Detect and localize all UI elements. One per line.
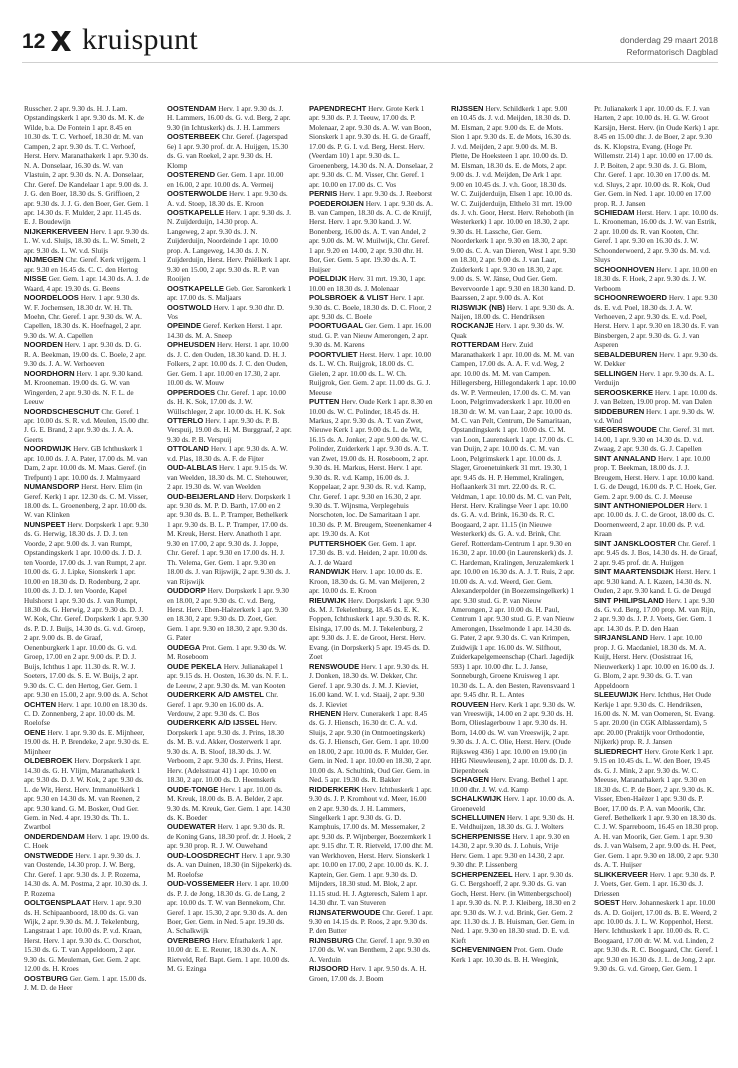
service-details: Herv. 1 apr. 10.00 en 18.30 ds. C. D. Zonnenberg, 2 apr. 10.00 ds. M. Roelofse — [24, 699, 148, 728]
service-details: Herv. 1 apr. 9.30 ds. H. E. Veldhuijzen, 18.30 ds. G. J. Wolters — [451, 812, 575, 832]
service-details: Herv. Dorpskerk 1 apr. 9.30 en 18.00, 2 apr. 9.30 ds. C. v.d. Berg, Herst. Herv. Eben-Haëzerkerk 1 apr. 9.30 en 18.30, 2 apr. 9.30 ds. D. Zoet, Ger. Gem. 1 apr. 9.30 en 18.30, 2 apr. 9.30 ds. G. Pater — [167, 586, 289, 643]
listing-entry — [594, 208, 719, 265]
service-details: Herv. Zuid Maranathakerk 1 apr. 10.00 ds. M. M. van Campen, 17.00 ds. A. A. F. v.d. Weg, 2 apr. 10.00 ds. M. M. van Campen. Hillegersberg, Hillegondakerk 1 apr. 10.00 ds. W. P. Vermeulen, 17.00 ds. C. M. van Loon, Pelgrimvaderskerk 1 apr. 10.00 en 18.30 dr. W. M. van Laar, 2 apr. 10.00 ds. M. C. van Pelt, Centrum, De Samaritaan, Opstandingskerk 1 apr. 10.00 ds. C. M. van Loon, Laurenskerk 1 apr. 17.00 ds. C. van Duijn, 2 apr. 10.00 ds. C. M. van Loon, Pelgrimskerk 1 apr. 10.00 ds. J. Slager, Groenetuinkerk 31 mrt. 19.30, 1 apr. 9.45 ds. H. P. Hemmel, Kralingen, Hoflaankerk 31 mrt. 22.00 ds. R. C. Veldman, 1 apr. 10.00 ds. M. C. van Pelt, Herst. Herv. Kralingse Veer 1 apr. 10.00 ds. G. A. v.d. Brink, 16.30 ds. R. C. Boogaard, 2 apr. 11.15 (in Nieuwe Westerkerk) ds. G. A. v.d. Brink, Chr. Geref. Rotterdam-Centrum 1 apr. 9.30 en 16.30, 2 apr. 10.00 (in Laurenskerk) ds. J. C. Hardeman, Kralingen, Jeruzalemkerk 1 apr. 10.00 en 16.30 ds. A. J. T. Ruis, 2 apr. 10.00 ds. A. v.d. Weerd, Ger. Gem. Alexanderpolder (in Boezemsingelkerk) 1 apr. 9.30 stud. G. P. van Nieuw Amerongen, 2 apr. 10.00 ds. H. Paul, Centrum 1 apr. 9.30 stud. G. P. van Nieuw Amerongen, IJsselmonde 1 apr. 14.30 ds. G. Pater, 2 apr. 9.30 ds. C. van Krimpen, Zuidwijk 1 apr. 16.00 ds. W. Silfhout, Zuiderkapelgemeenschap (Charl. Jagedijk 593) 1 apr. 10.00 dhr. L. J. Janse, Sonneburgh, Groene Kruisweg 1 apr. 10.30 ds. L. A. den Besten, Ravensvaard 1 apr. 9.45 dhr. R. L. Antes — [451, 340, 576, 700]
listing-entry — [594, 454, 719, 501]
service-details: Herv. 1 apr. 9.30 ds. J. H. Lammers, 16.00 ds. G. v.d. Berg, 2 apr. 9.30 (in Ichtuskerk) ds. J. H. Lammers — [167, 104, 291, 132]
service-details: Herst. Herv. 1 apr. 10.00 ds. L. W. Ch. Ruijgrok, 18.00 ds. C. Gielen, 2 apr. 10.00 ds. L. W. Ch. Ruijgrok, Ger. Gem. 2 apr. 11.00 ds. G. J. Meeuse — [309, 349, 432, 397]
place-name: ROUVEEN — [451, 699, 489, 709]
service-details: Herv. Kerk 1 apr. 9.30 ds. W. van Vreeswijk, 14.00 en 2 apr. 9.30 ds. H. Born, Olieslagerbouw 1 apr. 9.30 ds. H. Born, 14.00 ds. W. van Vreeswijk, 2 apr. 9.30 ds. J. A. C. Olie, Herst. Herv. (Oude Rijksweg 436) 1 apr. 10.00 en 19.00 (in HHG Nieuwleusen), 2 apr. 10.00 ds. D. J. Diepenbroek — [451, 699, 576, 775]
listing-entry — [309, 709, 434, 785]
place-name: SIEGERSWOUDE — [594, 425, 657, 435]
service-details: Herv. 1 apr. 9.30 ds. J. N. Zuijderduijn, 14.30 prop. A. Langeweg, 2 apr. 9.30 ds. J. N. Zuijderduijn, Noordeinde 1 apr. 10.00 prop. A. Langeweg, 14.30 ds. J. N. Zuijderduijn, Herst. Herv. Pniëlkerk 1 apr. 9.30 en 15.00, 2 apr. 9.30 ds. R. P. van Rooijen — [167, 207, 291, 284]
place-name: SIRJANSLAND — [594, 633, 649, 643]
place-name: SCHELLUINEN — [451, 812, 506, 822]
listing-entry — [309, 567, 434, 595]
service-details: Herv. Oude Kerk 1 apr. 8.30 en 10.00 ds. W. C. Polinder, 18.45 ds. H. Markus, 2 apr. 9.30 ds. A. T. van Zwet, Nieuwe Kerk 1 apr. 9.00 ds. L. de Wit, 16.15 ds. A. Jonker, 2 apr. 9.00 ds. W. C. Polinder, Zuiderkerk 1 apr. 9.30 ds. A. T. van Zwet, 19.00 ds. H. Roseboom, 2 apr. 9.30 ds. H. Markus, Herst. Herv. 1 apr. 9.30 ds. R. v.d. Kamp, 16.00 ds. J. Koppelaar, 2 apr. 9.30 ds. R. v.d. Kamp, Chr. Geref. 1 apr. 9.30 en 16.30, 2 apr. 9.30 ds. T. Wijnsma, Verplegehuis Norschoten, loc. De Samaritaan 1 apr. 10.30 ds. P. M. Breugem, Steenenkamer 4 apr. 19.30 ds. A. Kot — [309, 397, 433, 539]
service-details: Herv. Schildkerk 1 apr. 9.00 en 10.45 ds. J. v.d. Meijden, 18.30 ds. D. M. Elsman, 2 apr. 9.00 ds. E. de Mots. Sion 1 apr. 9.30 ds. E. de Mots, 16.30 ds. J. v.d. Meijden, 2 apr. 9.00 ds. M. B. Plette, De Hoeksteen 1 apr. 10.00 ds. D. M. Elsman, 18.30 ds. E. de Mots, 2 apr. 9.00 ds. J. v.d. Meijden, De Ark 1 apr. 9.00 en 10.45 ds. J. v.h. Goor, 18.30 ds. W. C. Zuijderduijn, Elsen 1 apr. 10.00 ds. W. C. Zuijderduijn, Elthelo 31 mrt. 19.00 ds. J. v.h. Goor, Herst. Herv. Rehoboth (in Westerkerk) 1 apr. 10.00 en 18.30, 2 apr. 9.30 ds. H. Lassche, Ger. Gem. Noorderkerk 1 apr. 9.30 en 18.30, 2 apr. 9.00 ds. C. A. van Dieren, West 1 apr. 9.30 en 18.30, 2 apr. 9.00 ds. J. van Laar, Zuiderkerk 1 apr. 9.30 en 18.30, 2 apr. 9.00 ds. S. W. Jänse, Oud Ger. Gem. Bevervoorde 1 apr. 9.30 en 18.30 kand. D. Baarssen, 2 apr. 9.00 ds. A. Kot — [451, 104, 576, 303]
place-name: NOORDELOOS — [24, 293, 79, 303]
place-name: OOSTKAPELLE — [167, 283, 224, 293]
service-details: Herv. 1 apr. 9.30 ds. H. J. Donken, 18.30 ds. W. Dekker, Chr. Geref. 1 apr. 9.30 ds. J. M. J. Kieviet, 16.00 kand. W. I. v.d. Staaij, 2 apr. 9.30 ds. J. Kieviet — [309, 661, 429, 709]
service-details: Herv. Grote Kerk 1 apr. 9.15 en 10.45 ds. L. W. den Boer, 19.45 ds. G. J. Mink, 2 apr. 9.30 ds. W. C. Meeuse, Maranathakerk 1 apr. 9.30 en 18.30 ds. C. P. de Boer, 2 apr. 9.30 ds. K. Visser, Eben-Haëzer 1 apr. 9.30 ds. P. Boer, 17.00 ds. P. A. van Moorik, Chr. Geref. Bethelkerk 1 apr. 9.30 en 18.30 ds. C. J. W. Sparreboom, 16.45 en 18.30 prop. A. H. van Moorik, Ger. Gem. 1 apr. 9.30 ds. J. van Walsem, 2 apr. 9.00 ds. H. Peet, Ger. Gem. 1 apr. 9.30 en 18.00, 2 apr. 9.30 ds. A. T. Huijser — [594, 746, 719, 870]
place-name: OOLTGENSPLAAT — [24, 898, 91, 908]
service-details: Herv. 1 apr. 10.00 ds. E. Kroon, 18.30 ds. G. M. van Meijeren, 2 apr. 10.00 ds. E. Kroon — [309, 567, 425, 596]
place-name: SOEST — [594, 898, 620, 908]
service-details: Prot. Gem. 1 apr. 9.30 ds. W. M. Roseboom — [167, 642, 287, 662]
listing-entry — [24, 832, 149, 851]
listing-entry — [451, 775, 576, 794]
service-details: Ger. Gem. 1 apr. 15.00 ds. J. M. D. de Heer — [24, 973, 147, 993]
listing-entry — [451, 870, 576, 946]
listing-entry — [167, 170, 292, 189]
service-details: Herv. 1 apr. 9.30 ds. P. J. Voets, Ger. Gem. 1 apr. 16.30 ds. J. Driessen — [594, 869, 716, 898]
service-details: Herv. Ichthuskerk 1 apr. 9.30 ds. J. P. Kromhout v.d. Meer, 16.00 en 2 apr. 9.30 ds. J. H. Lammers, Singelkerk 1 apr. 9.30 ds. G. D. Kamphuis, 17.00 ds. M. Messemaker, 2 apr. 9.30 ds. P. Wijnberger, Boezemkerk 1 apr. 9.15 dhr. T. R. Rietveld, 17.00 dhr. M. van Werkhoven, Herst. Herv. Sionskerk 1 apr. 10.00 en 17.00, 2 apr. 10.00 ds. K. J. Kaptein, Ger. Gem. 1 apr. 9.30 ds. D. Mijnders, 18.30 stud. M. Blok, 2 apr. 11.15 stud. H. J. Agteresch, Salem 1 apr. 14.30 dhr. T. van Stuveren — [309, 784, 433, 908]
service-details: Herv. Dorpskerk 1 apr. 9.30 ds. M. P. D. Barth, 17.00 en 2 apr. 9.30 ds. B. L. P. Tramper, Bethelkerk 1 apr. 9.30 ds. B. L. P. Tramper, 17.00 ds. M. Kreuk, Herst. Herv. Anathoth 1 apr. 9.30 en 17.00, 2 apr. 9.30 ds. J. Joppe, Chr. Geref. 1 apr. 9.30 en 17.00 ds. H. J. Th. Velema, Ger. Gem. 1 apr. 9.30 en 18.00 ds. J. van Rijswijk, 2 apr. 9.30 ds. J. van Rijswijk — [167, 491, 291, 586]
service-details: Herv. Ichthus, Het Oude Kerkje 1 apr. 9.30 ds. C. Hendriksen, 16.00 ds. N. M. van Oomeren, St. Evang. 5 apr. 20.00 (in CGK Alblasserdam), 5 apr. 20.00 (Praktijk voor Orthodontie, Nijkerk) prop. R. J. Jansen — [594, 690, 715, 747]
service-details: Herv. Johanneskerk 1 apr. 10.00 ds. A. D. Goijert, 17.00 ds. B. E. Weerd, 2 apr. 10.00 ds. J. L. W. Koppenhol, Herst. Herv. Ichthuskerk 1 apr. 10.00 ds. R. C. Boogaard, 17.00 dr. W. M. v.d. Linden, 2 apr. 9.30 ds. R. C. Boogaard, Chr. Geref. 1 apr. 9.30 en 16.30 ds. J. L. de Jong, 2 apr. 9.30 ds. G. v.d. Groep, Ger. Gem. 1 — [594, 898, 719, 974]
place-name: SCHOONREWOERD — [594, 293, 667, 303]
place-name: ROTTERDAM — [451, 340, 500, 350]
service-details: Ger. Gem. 1 apr. 14.30 ds. A. J. de Waard, 4 apr. 19.30 ds. G. Beens — [24, 274, 149, 293]
listing-entry — [451, 104, 576, 303]
service-details: Herv. 1 apr. 9.30 ds. A. L. Verduijn — [594, 368, 715, 388]
service-details: Herv. 1 apr. 9.30 en 14.30, 2 apr. 9.30 ds. J. Lohuis, Vrije Herv. Gem. 1 apr. 9.30 en 14.30, 2 apr. 9.30 dhr. P. Lissenberg — [451, 831, 570, 870]
place-name: RHENEN — [309, 709, 342, 718]
service-details: Herv. 1 apr. 9.30 dhr. D. Vos — [167, 302, 285, 321]
place-name: ROCKANJE — [451, 321, 494, 331]
listing-entry — [167, 822, 292, 850]
service-details: Chr. Geref. 1 apr. 9.30 en 16.00 ds. A. Verdouw, 2 apr. 9.30 ds. C. Bos — [167, 690, 279, 718]
header-divider — [22, 62, 718, 63]
service-details: Chr. Geref. Kerk vrijgem. 1 apr. 9.30 en 16.45 ds. C. C. den Hertog — [24, 255, 147, 274]
listing-entry — [451, 813, 576, 832]
listing-entry — [167, 132, 292, 170]
listing-entry — [24, 898, 149, 974]
place-name: OUDE-TONGE — [167, 784, 219, 794]
place-name: ONDERDENDAM — [24, 831, 85, 841]
service-details: Pr. Julianakerk 1 apr. 10.00 ds. F. J. van Harten, 2 apr. 10.00 ds. H. G. W. Groot Karsijn, Herst. Herv. (in Oude Kerk) 1 apr. 8.45 en 15.00 dhr. J. de Boer, 2 apr. 9.30 ds. K. Klopstra, Evang. (Hoge Pr. Willemstr. 214) 1 apr. 10.00 en 17.00 ds. J. P. Boiten, 2 apr. 9.30 ds. J. G. Blom, Chr. Geref. 1 apr. 10.30 en 17.00 ds. M. v.d. Sluys, 2 apr. 10.00 ds. R. Kok, Oud Ger. Gem. in Ned. 1 apr. 10.00 en 17.00 prop. R. J. Jansen — [594, 104, 719, 208]
listing-entry — [451, 321, 576, 340]
place-name: SINT PHILIPSLAND — [594, 595, 665, 605]
listing-entry — [24, 104, 149, 227]
place-name: SLIKKERVEER — [594, 869, 648, 879]
service-details: Herv. Efrathakerk 1 apr. 10.00 dr. E. E. Reuter, 18.30 ds. A. N. Rietveld, Ref. Bapt. Gem. 1 apr. 10.00 ds. M. G. Ezinga — [167, 935, 290, 974]
service-details: Herv. Julianakapel 1 apr. 9.15 ds. H. Oosten, 16.30 ds. N. F. L. de Leeuw, 2 apr. 9.30 ds. M. van Kooten — [167, 661, 289, 690]
listing-entry — [24, 851, 149, 898]
listing-column — [451, 104, 576, 1060]
place-name: OUDEWATER — [167, 822, 216, 832]
listing-entry — [309, 662, 434, 709]
service-details: Herv. 1 apr. 9.15 ds. W. van Weelden, 18.30 ds. M. C. Stehouwer, 2 apr. 19.30 ds. W. van Weelden — [167, 463, 288, 492]
listing-entry — [309, 397, 434, 539]
listing-entry — [594, 747, 719, 870]
listing-column — [309, 104, 434, 1060]
listing-entry — [594, 265, 719, 293]
service-details: Chr. Geref. 1 apr. 9.30 en 17.00 ds. W. van Benthem, 2 apr. 9.30 ds. A. Verduin — [309, 935, 431, 964]
listing-entry — [309, 104, 434, 189]
listing-entry — [24, 444, 149, 482]
service-details: Herv. 1 apr. 9.30 ds. E. v.d. Poel, 18.30 ds. J. A. W. Verhoeven, 2 apr. 9.30 ds. E. v.d. Poel, Herst. Herv. 1 apr. 9.30 en 18.30 ds. F. van Binsbergen, 2 apr. 9.30 ds. G. J. van Asperen — [594, 293, 719, 350]
service-details: Herv. 1 apr. 9.30 ds. G. C. Bergshoeff, 2 apr. 9.30 ds. G. van Goch, Herst. Herv. (in Wittenbergschool) 1 apr. 9.30 ds. N. P. J. Kleiberg, 18.30 en 2 apr. 9.30 ds. W. J. v.d. Brink, Ger. Gem. 2 apr. 11.30 ds. J. B. Huisman, Ger. Gem. in Ned. 1 apr. 9.30 en 18.30 stud. D. E. v.d. Kieft — [451, 869, 576, 945]
service-details: Herv. 1 apr. 9.30 ds. R. de Koning Gans, 18.30 prof. dr. J. Hoek, 2 apr. 9.30 prop. R. J. W. Ouwehand — [167, 822, 292, 851]
place-name: NUMANSDORP — [24, 482, 80, 492]
service-details: Herv. 1 apr. 9.30 ds. L. W. v.d. Sluijs, 18.30 ds. L. W. Smelt, 2 apr. 9.30 ds. L. W. v.d. Sluijs — [24, 226, 149, 255]
listing-entry — [167, 104, 292, 132]
service-details: Herv. 31 mrt. 19.30, 1 apr. 10.00 en 18.30 ds. J. Molenaar — [309, 274, 426, 293]
place-name: OTTOLAND — [167, 444, 210, 454]
listing-entry — [451, 340, 576, 699]
service-details: Herv. Dorpskerk 1 apr. 9.30 ds. G. Herwig, 18.30 ds. J. D. J. ten Voorde, 2 apr. 9.00 ds. J. van Rumpt, Opstandingskerk 1 apr. 10.00 ds. J. D. J. ten Voorde, 17.00 ds. J. van Rumpt, 2 apr. 10.00 ds. G. J. Lipke, Sionskerk 1 apr. 10.00 en 18.30 ds. D. Rodenburg, 2 apr. 10.00 ds. J. D. J. ten Voorde, Kapel Hulshorst 1 apr. 9.30 ds. J. van Rumpt, 18.30 ds. G. Herwig, 2 apr. 9.30 ds. D. J. W. Kok, Chr. Geref. Dorpskerk 1 apr. 9.30 ds. P. D. J. Buijs, 14.30 ds. G. v.d. Groep, 2 apr. 9.00 ds. B. de Graaf, Oenenburgkerk 1 apr. 10.00 ds. G. v.d. Groep, 17.00 en 2 apr. 9.00 ds. P. D. J. Buijs, Ichthus 1 apr. 11.30 ds. R. W. J. Soeters, 17.00 ds. S. E. W. Buijs, 2 apr. 9.30 ds. C. C. den Hertog, Ger. Gem. 1 apr. 9.30 en 15.00, 2 apr. 9.00 ds. A. Schot — [24, 519, 149, 700]
place-name: RIJNSATERWOUDE — [309, 907, 381, 917]
listing-entry — [167, 785, 292, 823]
listing-entry — [24, 974, 149, 993]
place-name: OLDEBROEK — [24, 756, 73, 766]
place-name: PERNIS — [309, 189, 338, 199]
listing-column — [594, 104, 719, 1060]
service-details: Chr. Geref. (Jagerspad 6e) 1 apr. 9.30 prof. dr. A. Huijgen, 15.30 ds. G. van Roekel, 2 apr. 9.30 ds. H. Klomp — [167, 132, 288, 170]
place-name: SINT MAARTENSDIJK — [594, 567, 674, 577]
listing-entry — [594, 596, 719, 634]
listing-entry — [309, 189, 434, 198]
service-details: Prot. Gem. Oude Kerk 1 apr. 10.30 ds. B. H. Weegink, — [451, 945, 564, 964]
place-name: OOSTBURG — [24, 973, 68, 983]
listing-entry — [594, 501, 719, 539]
place-name: OUDDORP — [167, 586, 206, 596]
issue-date: donderdag 29 maart 2018 — [620, 35, 718, 45]
service-details: Herv. 1 apr. 9.30 ds. D. G. R. A. Beekman, 19.00 ds. C. Boele, 2 apr. 9.30 ds. J. A. W. Verhoeven — [24, 340, 147, 369]
listing-entry — [24, 293, 149, 340]
listing-entry — [309, 199, 434, 275]
listing-entry — [594, 104, 719, 208]
service-details: Herv. 1 apr. 9.30 ds. J. Reeborst — [339, 189, 433, 199]
listing-entry — [594, 293, 719, 350]
place-name: POLSBROEK & VLIST — [309, 293, 389, 303]
listing-entry — [309, 785, 434, 908]
service-details: Herv. 1 apr. 10.00 ds. P. J. de Jong, 18.30 ds. G. de Lang, 2 apr. 10.00 ds. T. W. van Bennekom, Chr. Geref. 1 apr. 15.30, 2 apr. 9.30 ds. A. den Boer, Ger. Gem. in Ned. 5 apr. 19.30 ds. A. Schalkwijk — [167, 879, 289, 936]
listing-entry — [594, 369, 719, 388]
service-details: Chr. Geref. 1 apr. 10.00 ds. S. R. v.d. Meulen, 15.00 dhr. J. G. E. Brand, 2 apr. 9.30 ds. J. A. A. Geerts — [24, 406, 149, 444]
listing-entry — [24, 700, 149, 728]
service-details: Ger. Gem. 1 apr. 10.00 en 16.00, 2 apr. 10.00 ds. A. Vermeij — [167, 170, 284, 189]
place-name: OUDERKERK A/D AMSTEL — [167, 690, 264, 700]
place-name: RANDWIJK — [309, 567, 350, 577]
place-name: RIEUWIJK — [309, 595, 347, 605]
place-name: RIDDERKERK — [309, 784, 360, 794]
place-name: PUTTERSHOEK — [309, 538, 367, 548]
place-name: SLEEUWIJK — [594, 690, 639, 700]
listing-entry — [167, 643, 292, 662]
place-name: SINT ANTHONIEPOLDER — [594, 501, 685, 511]
listing-entry — [167, 208, 292, 284]
service-details: Herv. 1 apr. 9.30 ds. G. v.d. Berg, 17.00 prop. M. van Rijn, 2 apr. 9.30 ds. J. P. J. Voets, Ger. Gem. 1 apr. 14.30 ds. P. D. den Haan — [594, 595, 716, 633]
listing-entry — [309, 350, 434, 397]
service-details: Geref. Kerken Herst. 1 apr. 14.30 ds. M. A. Sneep — [167, 321, 283, 340]
listing-entry — [594, 350, 719, 369]
listing-entry — [594, 898, 719, 974]
place-name: OOSTENDAM — [167, 104, 217, 113]
service-details: Herv. 1 apr. 9.30 ds. E. Mijnheer, 19.00 ds. H. P. Brendeke, 2 apr. 9.30 ds. E. Mijnheer — [24, 727, 149, 756]
place-name: OOSTEREND — [167, 170, 216, 180]
service-details: Russcher. 2 apr. 9.30 ds. H. J. Lam. Opstandingskerk 1 apr. 9.30 ds. M. K. de Wilde, b.a. De Fontein 1 apr. 8.45 en 10.30 ds. T. C. Verhoef, 18.30 dr. M. van Campen, 2 apr. 9.30 ds. T. C. Verhoef, Herst. Herv. Maranathakerk 1 apr. 9.30 ds. N. A. Donselaar, 16.30 ds. W. van Vlastuin, 2 apr. 9.30 ds. N. A. Donselaar, Chr. Geref. De Kandelaar 1 apr. 9.00 ds. J. J. G. den Boer, 18.30 ds. S. Griffioen, 2 apr. 9.30 ds. J. J. G. den Boer, Ger. Gem. 1 apr. 14.30 ds. F. Mulder, 2 apr. 11.45 ds. E. J. Boudewijn — [24, 104, 149, 227]
service-details: Herv. Herst. 1 apr. 10.00 ds. J. C. den Ouden, 18.30 kand. D. H. J. Folkers, 2 apr. 10.00 ds. J. C. den Ouden, Ger. Gem. 1 apr. 10.00 en 17.30, 2 apr. 10.00 ds. W. Mouw — [167, 340, 289, 388]
listing-entry — [309, 321, 434, 349]
listing-entry — [309, 539, 434, 567]
place-name: POORTUGAAL — [309, 321, 363, 331]
section-title: kruispunt — [82, 23, 199, 56]
place-name: OPEINDE — [167, 321, 202, 331]
listing-entry — [24, 756, 149, 832]
listing-entry — [167, 340, 292, 387]
place-name: ONSTWEDDE — [24, 850, 74, 860]
cross-logo-icon — [48, 28, 74, 54]
listing-entry — [167, 718, 292, 784]
service-details: Herv. Dorpskerk 1 apr. 9.30 ds. M. J. Tekelenburg, 18.45 ds. E. K. Foppen, Ichthuskerk 1 apr. 9.30 ds. R. K. Elsinga, 17.00 ds. M. J. Tekelenburg, 2 apr. 9.30 ds. J. E. de Groot, Herst. Herv. Evang. (in Dorpskerk) 5 apr. 19.45 ds. D. Zoet — [309, 595, 430, 662]
service-details: Herv. 1 apr. 10.00 en 18.30 ds. F. Hoek, 2 apr. 9.30 ds. J. W. Verboom — [594, 264, 718, 293]
service-details: Herv. 1 apr. 9.50 ds. A. H. Groen, 17.00 ds. J. Boom — [309, 964, 427, 983]
service-details: Herv. 1 apr. 9.30 ds. W. Dekker — [594, 349, 718, 369]
listing-entry — [167, 936, 292, 974]
service-details: Herst. Herv. Elim (in Geref. Kerk) 1 apr. 12.30 ds. C. M. Visser, 18.00 ds. L. Groenenberg, 2 apr. 10.00 ds. W. van Klinken — [24, 482, 148, 520]
publication-name: Reformatorisch Dagblad — [626, 47, 718, 57]
service-details: Herv. 1 apr. 10.00 ds. J. van Belzen, 19.00 prop. M. van Dalen — [594, 387, 718, 407]
place-name: NIJMEGEN — [24, 255, 64, 265]
service-details: Ger. Gem. 1 apr. 16.00 stud. G. P. van Nieuw Amerongen, 2 apr. 9.30 ds. M. Karens — [309, 321, 432, 350]
service-details: Herv. 1 apr. 9.30 kand. M. Krooneman. 19.00 ds. G. W. van Wingerden, 2 apr. 9.30 ds. N. F. L. de Leeuw — [24, 368, 143, 407]
listing-entry — [167, 416, 292, 444]
listing-entry — [24, 520, 149, 700]
place-name: NUNSPEET — [24, 519, 66, 529]
service-details: Herv. 1 apr. 9.30 ds. A. v.d. Stoep, 18.30 ds. E. Kroon — [167, 189, 288, 208]
service-details: Geb. Ger. Saronkerk 1 apr. 17.00 ds. S. Maljaars — [167, 283, 292, 303]
listing-entry — [24, 482, 149, 520]
place-name: SELLINGEN — [594, 368, 638, 378]
service-details: Herv. 1 apr. 9.30 ds. A. van Duinen, 18.30 (in Sijpekerk) ds. M. Roelofse — [167, 850, 292, 879]
place-name: OUDEGA — [167, 642, 201, 652]
service-details: Herv. 1 apr. 9.30 ds. A. Naijen, 18.00 ds. C. Hendriksen — [451, 302, 575, 321]
listing-entry — [309, 936, 434, 964]
church-services-listing — [24, 104, 719, 1060]
place-name: NISSE — [24, 274, 47, 284]
listing-entry — [309, 293, 434, 321]
service-details: Herv. 1 apr. 9.30 ds. A. W. v.d. Plas, 18.30 ds. A. F. de Fijter — [167, 444, 288, 463]
place-name: SLIEDRECHT — [594, 746, 643, 756]
listing-entry — [167, 662, 292, 690]
page-number: 12 — [22, 30, 46, 53]
place-name: SINT JANSKLOOSTER — [594, 538, 676, 548]
listing-entry — [167, 879, 292, 936]
listing-entry — [167, 321, 292, 340]
place-name: OUDERKERK A/D IJSSEL — [167, 718, 260, 728]
service-details: Herv. 1 apr. 10.00 ds. J. C. de Groot, 18.00 ds. C. Doornenweerd, 2 apr. 10.00 ds. P. v.d. Kraan — [594, 501, 715, 539]
place-name: OUDE PEKELA — [167, 661, 222, 671]
service-details: Chr. Geref. 1 apr. 9.45 ds. J. Bos, 14.30 ds. H. de Graaf, 2 apr. 9.45 prof. dr. A. Huijgen — [594, 538, 718, 567]
place-name: RIJSSEN — [451, 104, 484, 113]
listing-entry — [24, 728, 149, 756]
place-name: OCHTEN — [24, 699, 57, 709]
place-name: NOORDEN — [24, 340, 63, 350]
listing-entry — [167, 492, 292, 587]
place-name: PUTTEN — [309, 397, 340, 407]
place-name: RENSWOUDE — [309, 661, 360, 671]
listing-entry — [24, 274, 149, 293]
place-name: SEROOSKERKE — [594, 387, 654, 397]
service-details: Herv. 1 apr. 9.30 ds. P. B. Verspuij, 19.00 ds. H. M. Burggraaf, 2 apr. 9.30 ds. P. B. Verspuij — [167, 415, 292, 444]
place-name: NIJKERKERVEEN — [24, 226, 89, 236]
service-details: Chr. Geref. 1 apr. 10.00 ds. H. K. Sok, 17.00 ds. J. W. Wüllschleger, 2 apr. 10.00 ds. H. K. Sok — [167, 387, 286, 416]
listing-entry — [309, 908, 434, 936]
listing-entry — [594, 388, 719, 407]
service-details: Chr. Geref. 31 mrt. 14.00, 1 apr. 9.30 en 14.30 ds. D. v.d. Zwaag, 2 apr. 9.30 ds. G. J. Capellen — [594, 425, 715, 454]
page-header — [0, 0, 738, 60]
place-name: SCHEVENINGEN — [451, 945, 512, 955]
place-name: POELDIJK — [309, 274, 347, 284]
place-name: SIDDEBUREN — [594, 406, 645, 416]
place-name: SCHERPENZEEL — [451, 869, 513, 879]
service-details: Herv. Grote Kerk 1 apr. 9.30 ds. P. J. Teeuw, 17.00 ds. P. Molenaar, 2 apr. 9.30 ds. A. W. van Boon, Sionskerk 1 apr. 9.30 ds. H. G. de Graaff, 17.00 ds. P. G. I. v.d. Berg, Herst. Herv. (Veerdam 10) 1 apr. 9.30 ds. L. Groenenberg, 14.30 ds. N. A. Donselaar, 2 apr. 9.30 ds. C. M. Visser, Chr. Geref. 1 apr. 10.00 en 17.00 ds. C. Vos — [309, 104, 434, 189]
place-name: OPHEUSDEN — [167, 340, 216, 350]
service-details: Ger. Gem. 1 apr. 17.30 ds. B. v.d. Heiden, 2 apr. 10.00 ds. A. J. de Waard — [309, 538, 428, 567]
service-details: Herv. 1 apr. 9.30 ds. C. Boele, 18.30 ds. D. C. Floor, 2 apr. 9.30 ds. C. Boele — [309, 293, 432, 321]
listing-entry — [451, 700, 576, 776]
service-details: Herv. 1 apr. 10.00 prop. T. Beekman, 18.00 ds. J. J. Breugem, Herst. Herv. 1 apr. 10.00 kand. I. G. de Deugd, 16.00 ds. P. C. Hoek, Ger. Gem. 2 apr. 9.00 ds. C. J. Meeuse — [594, 453, 717, 501]
listing-entry — [167, 303, 292, 322]
place-name: RIJNSBURG — [309, 935, 354, 945]
place-name: OOSTWOLD — [167, 302, 212, 312]
place-name: NOORDHORN — [24, 368, 75, 378]
listing-entry — [309, 964, 434, 983]
listing-entry — [451, 945, 576, 964]
listing-entry — [451, 303, 576, 322]
place-name: OENE — [24, 727, 46, 737]
listing-entry — [309, 274, 434, 293]
place-name: SCHOONHOVEN — [594, 264, 655, 274]
service-details: Herv. 1 apr. 9.30 ds. W. Quak — [451, 321, 564, 340]
place-name: SINT ANNALAND — [594, 453, 657, 463]
listing-entry — [167, 851, 292, 879]
service-details: Herv. Dorpskerk 1 apr. 14.30 ds. G. H. Vlijm, Maranathakerk 1 apr. 9.30 ds. D. J. W. Kok, 2 apr. 9.30 ds. L. de Wit, Herst. Herv. Immanuëlkerk 1 apr. 9.30 en 14.30 ds. M. van Reenen, 2 apr. 9.30 kand. G. M. Bosker, Oud Ger. Gem. in Ned. 4 apr. 19.30 ds. Th. L. Zwartbol — [24, 756, 144, 832]
place-name: SCHALKWIJK — [451, 794, 502, 804]
listing-entry — [24, 227, 149, 255]
listing-entry — [167, 284, 292, 303]
service-details: Herv. Evang. Bethel 1 apr. 10.00 dhr. J. W. v.d. Kamp — [451, 775, 568, 794]
service-details: Herv. 1 apr. 19.00 ds. C. Hoek — [24, 831, 149, 851]
header-meta — [620, 34, 718, 58]
service-details: Herv. 1 apr. 9.30 ds. H. Schipaanboord, 18.00 ds. G. van Wijk, 2 apr. 9.30 ds. M. J. Tekelenburg, Langstraat 1 apr. 10.00 ds. P. v.d. Kraan, Herst. Herv. 1 apr. 9.30 ds. C. Oorschot, 15.30 ds. G. T. van Appeldoorn, 2 apr. 9.30 ds. G. Meuleman, Ger. Gem. 2 apr. 12.00 ds. H. Kroes — [24, 898, 142, 974]
place-name: OVERBERG — [167, 935, 211, 945]
place-name: OOSTERBEEK — [167, 132, 221, 142]
service-details: Herst. Herv. 1 apr. 10.00 ds. L. Krooneman, 16.00 ds. J. W. van Estrik, 2 apr. 10.00 ds. R. van Kooten, Chr. Geref. 1 apr. 9.30 en 16.30 ds. J. W. Schoonderwoerd, 2 apr. 9.30 ds. M. v.d. Sluys — [594, 207, 719, 265]
service-details: Herv. 1 apr. 9.30 ds. J. van Oostende, 14.30 prop. J. W. Berg, Chr. Geref. 1 apr. 9.30 ds. J. P. Rozema, 14.30 ds. A. M. Postma, 2 apr. 10.30 ds. J. P. Rozema — [24, 850, 148, 898]
place-name: NOORDSCHESCHUT — [24, 406, 100, 416]
listing-entry — [594, 633, 719, 690]
place-name: SCHIEDAM — [594, 207, 635, 217]
service-details: Herv. Dorpskerk 1 apr. 9.30 ds. J. Prins, 18.30 ds. M. B. v.d. Akker, Oosterwerk 1 apr. 9.30 ds. A. B. Sloof, 18.30 ds. J. W. Verboom, 2 apr. 9.30 ds. J. Prins, Herst. Herv. (Adelsstraat 41) 1 apr. 10.00 en 18.30, 2 apr. 10.00 ds. D. Heemskerk — [167, 718, 284, 785]
listing-entry — [594, 690, 719, 747]
place-name: SEBALDEBUREN — [594, 349, 658, 359]
place-name: SCHERPENISSE — [451, 831, 511, 841]
listing-entry — [167, 690, 292, 718]
listing-entry — [167, 189, 292, 208]
listing-entry — [167, 388, 292, 416]
service-details: Herv. 1 apr. 10.00 prop. J. G. Macdaniel, 18.30 ds. M. A. Kuijt, Herst. Herv. (Oosistraat 16, Nieuwerkerk) 1 apr. 10.00 en 16.00 ds. J. G. Blom, 2 apr. 9.30 ds. G. T. van Appeldoorn — [594, 633, 715, 690]
listing-entry — [594, 539, 719, 567]
place-name: OUD-ALBLAS — [167, 463, 218, 473]
service-details: Herv. 1 apr. 9.30 ds. W. F. Jochemsen, 18.30 dr. W. H. Th. Moehn, Chr. Geref. 1 apr. 9.30 ds. W. A. Capellen, 18.30 ds. K. Hoefnagel, 2 apr. 9.30 ds. W. A. Capellen — [24, 293, 142, 340]
place-name: POEDEROIJEN — [309, 198, 364, 208]
listing-entry — [309, 596, 434, 662]
listing-entry — [594, 407, 719, 426]
listing-column — [167, 104, 292, 1060]
place-name: OUD-LOOSDRECHT — [167, 850, 240, 860]
listing-entry — [24, 407, 149, 445]
listing-entry — [594, 567, 719, 595]
service-details: Herv. 1 apr. 10.00 ds. M. Kreuk, 18.00 ds. B. A. Belder, 2 apr. 9.30 ds. M. Kreuk, Ger. Gem. 1 apr. 14.30 ds. K. Boeder — [167, 784, 291, 822]
service-details: Herv. 1 apr. 9.30 ds. W. v.d. Wind — [594, 406, 715, 425]
place-name: PAPENDRECHT — [309, 104, 367, 113]
place-name: POORTVLIET — [309, 349, 358, 359]
place-name: NOORDWIJK — [24, 444, 72, 454]
listing-entry — [167, 463, 292, 491]
place-name: OOSTKAPELLE — [167, 207, 224, 217]
place-name: OTTERLO — [167, 415, 204, 425]
place-name: OOSTERWOLDE — [167, 189, 228, 199]
service-details: Herst. Herv. 1 apr. 9.30 kand. A. I. Kazen, 14.30 ds. N. Ouden, 2 apr. 9.30 kand. I. G. de Deugd — [594, 567, 717, 596]
service-details: Herv. 1 apr. 9.30 ds. A. B. van Campen, 18.30 ds. A. C. de Kruijf, Herst. Herv. 1 apr. 9.30 kand. J. W. Bonenberg, 16.00 ds. A. T. van Andel, 2 apr. 9.00 ds. M. W. Muilwijk, Chr. Geref. 1 apr. 9.20 en 14.00, 2 apr. 9.30 dhr. H. Bor, Ger. Gem. 5 apr. 19.30 ds. A. T. Huijser — [309, 198, 433, 274]
listing-entry — [24, 340, 149, 368]
listing-column — [24, 104, 149, 1060]
service-details: Herv. Cunerakerk 1 apr. 8.45 ds. G. J. Hiensch, 16.30 dr. C. A. v.d. Sluijs, 2 apr. 9.30 (in Ontmoetingskerk) ds. G. J. Hiensch, Ger. Gem. 1 apr. 10.00 en 18.00, 2 apr. 10.00 ds. F. Mulder, Ger. Gem. in Ned. 1 apr. 10.00 en 18.30, 2 apr. 10.00 ds. A. Schultink, Oud Ger. Gem. in Ned. 5 apr. 19.30 ds. R. Bakker — [309, 709, 432, 785]
place-name: OUD-VOSSEMEER — [167, 879, 235, 889]
service-details: Herv. 1 apr. 10.00 ds. A. Groeneveld — [451, 794, 575, 813]
listing-entry — [594, 425, 719, 453]
listing-entry — [24, 255, 149, 274]
listing-entry — [24, 369, 149, 407]
listing-entry — [167, 444, 292, 463]
place-name: OUD-BEIJERLAND — [167, 491, 235, 501]
service-details: Herv. GB Ichthuskerk 1 apr. 10.00 ds. J. A. Pater, 17.00 ds. M. van Dam, 2 apr. 10.00 ds. M. Maas. Geref. (in Trefpunt) 1 apr. 10.00 ds. J. Malmyaard — [24, 444, 148, 482]
place-name: RIJSOORD — [309, 964, 349, 974]
place-name: RIJSWIJK (NB) — [451, 302, 506, 312]
listing-entry — [451, 794, 576, 813]
service-details: Chr. Geref. 1 apr. 9.30 en 14.15 ds. P. Roos, 2 apr. 9.30 ds. P. den Butter — [309, 907, 433, 936]
place-name: SCHAGEN — [451, 775, 489, 785]
listing-entry — [594, 870, 719, 898]
listing-entry — [451, 832, 576, 870]
place-name: OPPERDOES — [167, 387, 216, 397]
listing-entry — [167, 586, 292, 643]
